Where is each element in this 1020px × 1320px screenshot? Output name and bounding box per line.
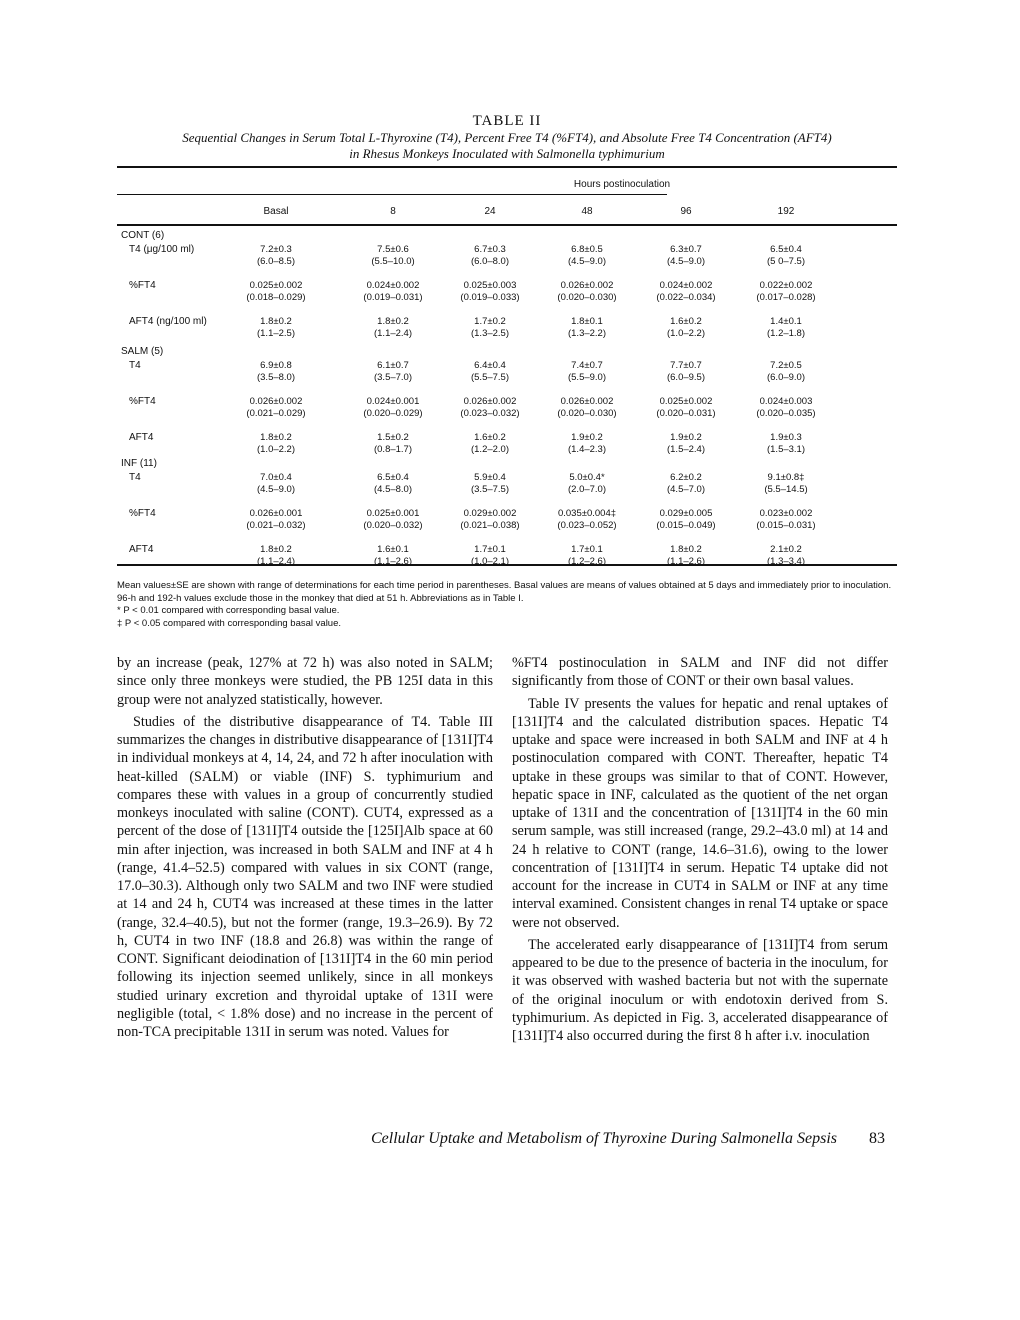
cell-value: 6.5±0.4 (770, 244, 802, 255)
cell-range: (0.021–0.038) (460, 520, 520, 531)
column-header: 192 (777, 206, 795, 217)
cell-value: 1.8±0.2 (377, 316, 409, 327)
cell-range: (6.0–8.0) (470, 256, 510, 267)
table-rule (117, 194, 667, 195)
cell-value: 7.4±0.7 (571, 360, 603, 371)
cell-range: (1.1–2.6) (666, 556, 706, 567)
cell-range: (4.5–7.0) (666, 484, 706, 495)
table-cell (631, 432, 741, 456)
cell-value: 6.5±0.4 (377, 472, 409, 483)
cell-value: 6.9±0.8 (260, 360, 292, 371)
table-cell (631, 316, 741, 340)
column-header: 96 (680, 206, 692, 217)
row-label: T4 (129, 472, 141, 483)
cell-range: (1.2–2.6) (567, 556, 607, 567)
cell-range: (0.022–0.034) (656, 292, 716, 303)
cell-range: (6.0–8.5) (256, 256, 296, 267)
cell-value: 1.8±0.2 (670, 544, 702, 555)
cell-range: (5.5–10.0) (371, 256, 415, 267)
body-column-right (512, 654, 888, 1049)
group-label: INF (11) (121, 458, 157, 469)
cell-value: 0.029±0.005 (659, 508, 713, 519)
table-cell (338, 316, 448, 340)
column-header: 48 (581, 206, 593, 217)
group-label: SALM (5) (121, 346, 164, 357)
table-subtitle-line1: Sequential Changes in Serum Total L-Thyroxine (T4), Percent Free T4 (%FT4), and Absolute Free T4 Concentration (AFT4) (182, 130, 832, 145)
table-cell (221, 244, 331, 268)
cell-value: 6.3±0.7 (670, 244, 702, 255)
cell-range: (0.8–1.7) (373, 444, 413, 455)
table-title: TABLE II (472, 113, 542, 129)
table-cell (338, 432, 448, 456)
row-label: AFT4 (129, 432, 154, 443)
table-cell (532, 472, 642, 496)
row-label: %FT4 (129, 508, 156, 519)
cell-range: (1.4–2.3) (567, 444, 607, 455)
table-cell (532, 280, 642, 304)
cell-value: 0.026±0.002 (560, 396, 614, 407)
table-cell (221, 316, 331, 340)
table-cell (221, 360, 331, 384)
cell-value: 0.026±0.002 (249, 396, 303, 407)
table-cell (435, 508, 545, 532)
row-label: AFT4 (129, 544, 154, 555)
table-cell (338, 472, 448, 496)
cell-range: (5.5–9.0) (567, 372, 607, 383)
table-cell (338, 396, 448, 420)
cell-value: 7.2±0.3 (260, 244, 292, 255)
cell-value: 7.0±0.4 (260, 472, 292, 483)
table-cell (731, 544, 841, 568)
cell-range: (0.019–0.033) (460, 292, 520, 303)
cell-range: (6.0–9.0) (766, 372, 806, 383)
cell-range: (1.0–2.1) (470, 556, 510, 567)
cell-range: (0.018–0.029) (246, 292, 306, 303)
table-cell (221, 508, 331, 532)
table-cell (435, 432, 545, 456)
cell-range: (0.023–0.032) (460, 408, 520, 419)
table-rule (117, 224, 897, 226)
table-cell (631, 544, 741, 568)
table-cell (631, 360, 741, 384)
cell-value: 1.8±0.2 (260, 544, 292, 555)
table-note-p005: ‡ P < 0.05 compared with corresponding basal value. (117, 617, 342, 629)
cell-value: 0.024±0.001 (366, 396, 420, 407)
cell-range: (0.020–0.030) (557, 292, 617, 303)
table-cell (338, 544, 448, 568)
cell-value: 1.5±0.2 (377, 432, 409, 443)
cell-range: (4.5–9.0) (256, 484, 296, 495)
cell-value: 0.023±0.002 (759, 508, 813, 519)
cell-value: 1.7±0.1 (474, 544, 506, 555)
cell-range: (0.017–0.028) (756, 292, 816, 303)
cell-range: (1.5–3.1) (766, 444, 806, 455)
row-label: T4 (μg/100 ml) (129, 244, 195, 255)
table-cell (731, 316, 841, 340)
cell-value: 7.7±0.7 (670, 360, 702, 371)
table-notes (117, 580, 900, 630)
table-cell (731, 472, 841, 496)
paragraph: %FT4 postinoculation in SALM and INF did not differ significantly from those of CONT or their own basal values. (512, 655, 888, 690)
cell-range: (1.3–2.2) (567, 328, 607, 339)
cell-range: (1.1–2.4) (256, 556, 296, 567)
running-title: Cellular Uptake and Metabolism of Thyroxine During Salmonella Sepsis (370, 1130, 837, 1147)
cell-range: (1.1–2.5) (256, 328, 296, 339)
cell-range: (0.020–0.032) (363, 520, 423, 531)
cell-range: (2.0–7.0) (567, 484, 607, 495)
body-column-left (117, 654, 493, 1045)
cell-range: (4.5–8.0) (373, 484, 413, 495)
table-cell (221, 544, 331, 568)
cell-range: (1.2–1.8) (766, 328, 806, 339)
cell-value: 0.025±0.003 (463, 280, 517, 291)
table-cell (631, 472, 741, 496)
row-label: %FT4 (129, 280, 156, 291)
cell-value: 0.026±0.002 (463, 396, 517, 407)
table-cell (731, 280, 841, 304)
table-cell (731, 396, 841, 420)
cell-value: 9.1±0.8‡ (767, 472, 805, 483)
table-cell (221, 396, 331, 420)
cell-range: (1.3–3.4) (766, 556, 806, 567)
cell-range: (1.0–2.2) (666, 328, 706, 339)
table-cell (532, 432, 642, 456)
cell-range: (3.5–8.0) (256, 372, 296, 383)
group-label: CONT (6) (121, 230, 165, 241)
table-cell (221, 472, 331, 496)
cell-range: (4.5–9.0) (666, 256, 706, 267)
cell-value: 0.024±0.002 (366, 280, 420, 291)
cell-range: (0.015–0.031) (756, 520, 816, 531)
cell-value: 1.8±0.2 (260, 432, 292, 443)
cell-range: (3.5–7.0) (373, 372, 413, 383)
paragraph: Table IV presents the values for hepatic and renal uptakes of [131I]T4 and the calculated distribution spaces. Hepatic T4 uptake and space were increased in both SALM and INF at 4 h postinoculation compared with CONT. Thereafter, hepatic T4 uptake in these groups was similar to that of CONT. However, hepatic space in INF, calculated as the quotient of the net organ uptake of 131I and the concentration of [131I]T4 in the 60 min serum sample, was still increased (range, 29.2–43.0 ml) at 14 and 24 h relative to CONT (range, 14.6–31.6), owing to the lower concentration of [131I]T4 in serum. Hepatic T4 uptake did not account for the increase in CUT4 in SALM or INF at any time interval examined. Consistent changes in renal T4 uptake or space were not observed. (512, 695, 888, 931)
page-number: 83 (869, 1130, 885, 1147)
cell-range: (0.020–0.030) (557, 408, 617, 419)
table-cell (221, 432, 331, 456)
cell-value: 0.025±0.002 (659, 396, 713, 407)
cell-range: (0.015–0.049) (656, 520, 716, 531)
header-spanner: Hours postinoculation (573, 179, 671, 190)
cell-value: 6.4±0.4 (474, 360, 506, 371)
cell-value: 1.8±0.1 (571, 316, 603, 327)
cell-value: 1.9±0.3 (770, 432, 802, 443)
cell-range: (1.2–2.0) (470, 444, 510, 455)
cell-range: (0.020–0.035) (756, 408, 816, 419)
cell-range: (4.5–9.0) (567, 256, 607, 267)
table-cell (435, 544, 545, 568)
cell-value: 2.1±0.2 (770, 544, 802, 555)
cell-value: 0.025±0.001 (366, 508, 420, 519)
cell-range: (1.3–2.5) (470, 328, 510, 339)
cell-range: (1.1–2.4) (373, 328, 413, 339)
row-label: T4 (129, 360, 141, 371)
table-cell (631, 508, 741, 532)
cell-range: (0.019–0.031) (363, 292, 423, 303)
table-cell (338, 360, 448, 384)
cell-value: 0.024±0.003 (759, 396, 813, 407)
table-cell (338, 508, 448, 532)
column-header: 8 (390, 206, 396, 217)
cell-value: 7.5±0.6 (377, 244, 409, 255)
cell-value: 6.1±0.7 (377, 360, 409, 371)
cell-value: 1.6±0.2 (474, 432, 506, 443)
table-rule (117, 166, 897, 168)
table-cell (532, 244, 642, 268)
cell-value: 0.026±0.001 (249, 508, 303, 519)
table-caption (117, 112, 897, 162)
table-cell (338, 280, 448, 304)
cell-range: (0.023–0.052) (557, 520, 617, 531)
cell-value: 0.025±0.002 (249, 280, 303, 291)
table-cell (435, 360, 545, 384)
cell-value: 6.8±0.5 (571, 244, 603, 255)
table-cell (631, 396, 741, 420)
paragraph: The accelerated early disappearance of [131I]T4 from serum appeared to be due to the presence of bacteria in the inoculum, for it was observed with washed bacteria but not with the supernate of the original inoculum or with endotoxin derived from S. typhimurium. As depicted in Fig. 3, accelerated disappearance of [131I]T4 also occurred during the first 8 h after i.v. inoculation (512, 936, 888, 1044)
cell-value: 0.026±0.002 (560, 280, 614, 291)
table-cell (435, 396, 545, 420)
cell-range: (1.1–2.6) (373, 556, 413, 567)
column-header: Basal (263, 206, 289, 217)
table-cell (435, 472, 545, 496)
row-label: %FT4 (129, 396, 156, 407)
cell-value: 1.4±0.1 (770, 316, 802, 327)
cell-value: 0.035±0.004‡ (557, 508, 617, 519)
table-cell (435, 244, 545, 268)
cell-value: 1.6±0.1 (377, 544, 409, 555)
cell-range: (0.020–0.029) (363, 408, 423, 419)
cell-range: (0.021–0.032) (246, 520, 306, 531)
paragraph: by an increase (peak, 127% at 72 h) was also noted in SALM; since only three monkeys were studied, the PB 125I data in this group were not analyzed statistically, however. (117, 655, 493, 708)
cell-range: (1.5–2.4) (666, 444, 706, 455)
table-cell (731, 432, 841, 456)
cell-value: 0.024±0.002 (659, 280, 713, 291)
cell-value: 0.022±0.002 (759, 280, 813, 291)
cell-range: (1.0–2.2) (256, 444, 296, 455)
cell-range: (6.0–9.5) (666, 372, 706, 383)
table-cell (532, 396, 642, 420)
cell-value: 1.8±0.2 (260, 316, 292, 327)
cell-value: 1.7±0.2 (474, 316, 506, 327)
cell-range: (5.5–7.5) (470, 372, 510, 383)
cell-value: 1.7±0.1 (571, 544, 603, 555)
cell-value: 0.029±0.002 (463, 508, 517, 519)
cell-value: 1.9±0.2 (571, 432, 603, 443)
cell-value: 1.6±0.2 (670, 316, 702, 327)
table-cell (731, 244, 841, 268)
cell-value: 1.9±0.2 (670, 432, 702, 443)
table-subtitle-line2: in Rhesus Monkeys Inoculated with Salmonella typhimurium (349, 146, 665, 161)
cell-value: 6.2±0.2 (670, 472, 702, 483)
table-cell (532, 360, 642, 384)
cell-range: (5.5–14.5) (764, 484, 808, 495)
cell-value: 7.2±0.5 (770, 360, 802, 371)
table-cell (532, 316, 642, 340)
table-cell (221, 280, 331, 304)
table-cell (532, 508, 642, 532)
table-cell (631, 280, 741, 304)
cell-range: (5 0–7.5) (766, 256, 806, 267)
table-cell (631, 244, 741, 268)
paragraph: Studies of the distributive disappearance of T4. Table III summarizes the changes in distributive disappearance of [131I]T4 in individual monkeys at 4, 14, 24, and 72 h after inoculation with heat-killed (SALM) or viable (INF) S. typhimurium and compares these with values in a group of concurrently studied monkeys inoculated with saline (CONT). CUT4, expressed as a percent of the dose of [131I]T4 outside the [125I]Alb space at 60 min after injection, was increased in both SALM and INF at 4 h (range, 41.4–52.5) compared with values in six CONT (range, 17.0–30.3). Although only two SALM and two INF were studied at 14 and 24 h, CUT4 was increased at these times in the latter (range, 32.4–40.5), but not the former (range, 19.3–26.9). By 72 h, CUT4 in two INF (18.8 and 26.8) was within the range of CONT. Significant deiodination of [131I]T4 in the 60 min period following its injection seemed unlikely, since in all monkeys studied urinary excretion and thyroidal uptake of 131I were negligible (total, < 1.8% dose) and no increase in the percent of non-TCA precipitable 131I in serum was noted. Values for (117, 713, 493, 1040)
table-cell (532, 544, 642, 568)
table-cell (731, 508, 841, 532)
cell-value: 6.7±0.3 (474, 244, 506, 255)
table-cell (435, 280, 545, 304)
table-note-p001: * P < 0.01 compared with corresponding basal value. (117, 605, 340, 616)
row-label: AFT4 (ng/100 ml) (129, 316, 207, 327)
cell-range: (0.021–0.029) (246, 408, 306, 419)
cell-range: (3.5–7.5) (470, 484, 510, 495)
column-header: 24 (484, 206, 496, 217)
table-cell (338, 244, 448, 268)
cell-range: (0.020–0.031) (656, 408, 716, 419)
cell-value: 5.0±0.4* (569, 472, 605, 483)
table-cell (435, 316, 545, 340)
table-note-main: Mean values±SE are shown with range of determinations for each time period in parentheses. Basal values are means of values obtained at 5 days and immediately prior to inoculation. 96-h and 192-h values exclude those in the monkey that died at 51 h. Abbreviations as in Table I. (117, 580, 892, 604)
cell-value: 5.9±0.4 (474, 472, 506, 483)
table-cell (731, 360, 841, 384)
